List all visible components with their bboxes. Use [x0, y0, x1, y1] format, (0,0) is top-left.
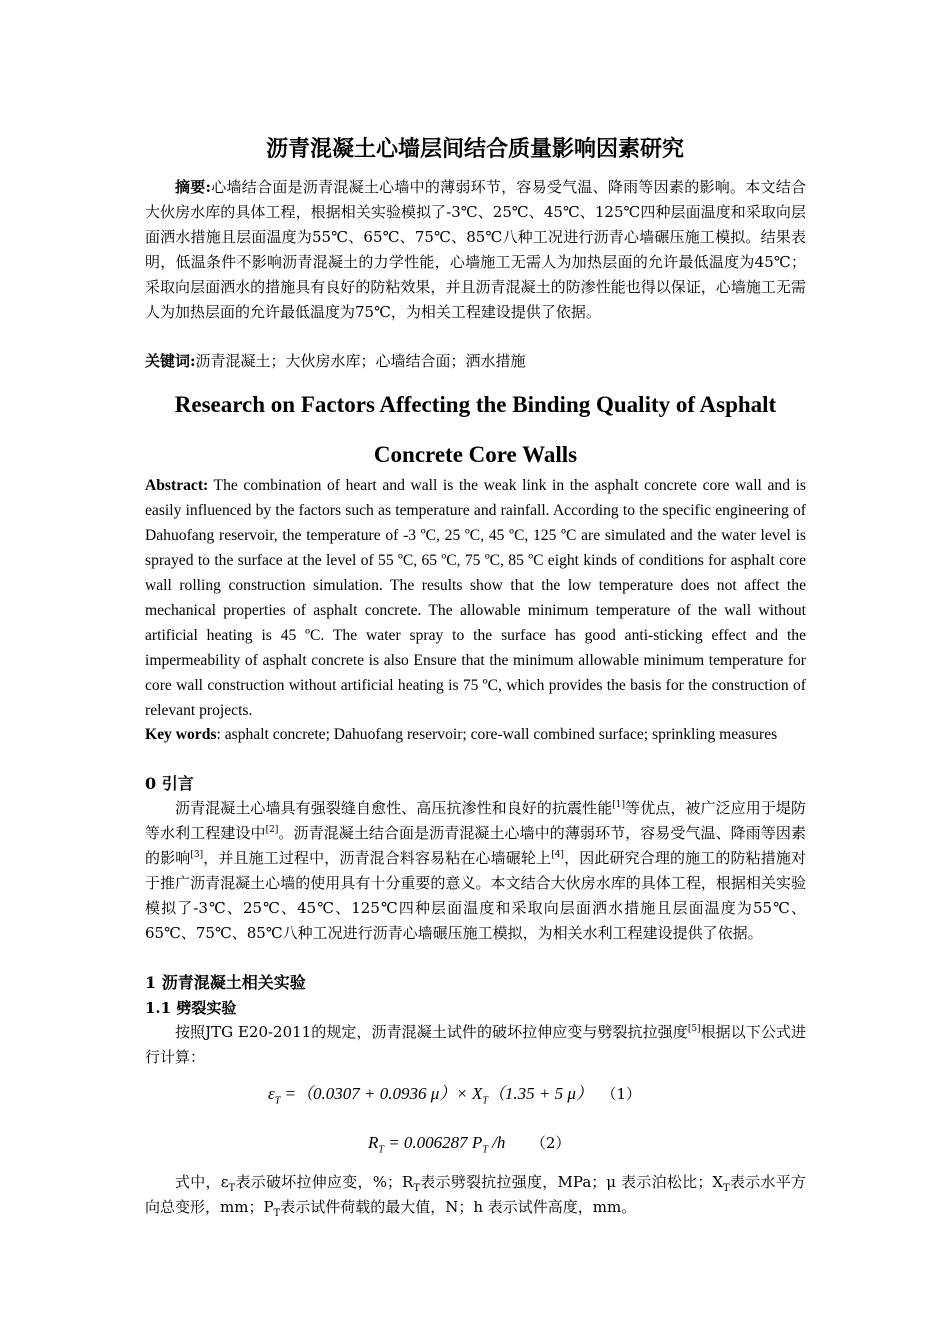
- section-0-heading: 0 引言: [145, 774, 194, 793]
- english-abstract-text: The combination of heart and wall is the weak link in the asphalt concrete core wall and is easily influenced by the factors such as temperature and rainfall. According to the specific engineering of Dahuofang reservoir, the temperature of -3 ºC, 25 ºC, 45 ºC, 125 ºC are simulated and the water level is sprayed to the surface at the level of 55 ºC, 65 ºC, 75 ºC, 85 ºC eight kinds of conditions for asphalt core wall rolling construction simulation. The results show that the low temperature does not affect the mechanical properties of asphalt concrete. The allowable minimum temperature of the wall without artificial heating is 45 ºC. The water spray to the surface has good anti-sticking effect and the impermeability of asphalt concrete is also Ensure that the minimum allowable minimum temperature for core wall construction without artificial heating is 75 ºC, which provides the basis for the construction of relevant projects.: [145, 477, 806, 719]
- chinese-abstract: [145, 175, 806, 325]
- formula-1-number: （1）: [601, 1085, 641, 1103]
- chinese-abstract-label: 摘要:: [175, 178, 212, 196]
- formula-1: $\varepsilon_T =(0.0307 + 0.0936$ $\mu)\times X_T(1.35 + 5$ μ） （1）: [268, 1084, 641, 1107]
- chinese-keywords-label: 关键词:: [145, 352, 196, 370]
- chinese-abstract-text: 心墙结合面是沥青混凝土心墙中的薄弱环节，容易受气温、降雨等因素的影响。本文结合大伙房水库的具体工程，根据相关实验模拟了-3℃、25℃、45℃、125℃四种层面温度和采取向层面洒水措施且层面温度为55℃、65℃、75℃、85℃八种工况进行沥青心墙碾压施工模拟。结果表明，低温条件不影响沥青混凝土的力学性能，心墙施工无需人为加热层面的允许最低温度为45℃；采取向层面洒水的措施具有良好的防粘效果，并且沥青混凝土的防渗性能也得以保证，心墙施工无需人为加热层面的允许最低温度为75℃，为相关工程建设提供了依据。: [145, 178, 806, 321]
- splitting-text-1: 按照JTG E20-2011的规定，沥青混凝土试件的破坏拉伸应变与劈裂抗拉强度: [175, 1023, 688, 1041]
- intro-text-4: ，并且施工过程中，沥青混合料容易粘在心墙碾轮上: [203, 849, 552, 867]
- variable-definitions-paragraph: 式中，$\varepsilon_T$表示破坏拉伸应变，%；$R_T$表示劈裂抗拉强度，MPa；μ 表示泊松比；$X_T$表示水平方向总变形，mm；$P_T$表示试件荷载的最大值，N；h 表示试件高度，mm。: [145, 1173, 806, 1219]
- intro-text-2: 等优点，被广泛应用于堤防等水利工程建设中: [145, 799, 806, 842]
- citation-5: [5]: [687, 1024, 701, 1034]
- chinese-keywords: [145, 349, 806, 373]
- citation-4: [4]: [551, 850, 564, 860]
- citation-2: [2]: [265, 825, 279, 835]
- english-keywords: [145, 722, 806, 747]
- intro-text-5: ，因此研究合理的施工的防粘措施对于推广沥青混凝土心墙的使用具有十分重要的意义。本文结合大伙房水库的具体工程，根据相关实验模拟了-3℃、25℃、45℃、125℃四种层面温度和采取向层面洒水措施且层面温度为55℃、65℃、75℃、85℃八种工况进行沥青心墙碾压施工模拟，为相关水利工程建设提供了依据。: [145, 849, 806, 942]
- intro-text-3: 。沥青混凝土结合面是沥青混凝土心墙中的薄弱环节，容易受气温、降雨等因素的影响: [145, 824, 806, 867]
- splitting-text-2: 根据以下公式进行计算：: [145, 1023, 806, 1066]
- english-abstract-label: Abstract:: [145, 477, 209, 494]
- english-abstract: [145, 473, 806, 723]
- formula-2: $R_T = 0.006287$ $P_T$ /h （2）: [368, 1133, 571, 1156]
- formula-2-number: （2）: [530, 1134, 571, 1152]
- section-1-1-heading: 1.1 劈裂实验: [145, 999, 237, 1017]
- chinese-keywords-text: 沥青混凝土；大伙房水库；心墙结合面；洒水措施: [195, 352, 526, 370]
- introduction-paragraph: [145, 796, 806, 946]
- section-1-heading: 1 沥青混凝土相关实验: [145, 973, 306, 992]
- english-keywords-label: Key words: [145, 726, 217, 743]
- citation-3: [3]: [190, 850, 204, 860]
- english-title: Research on Factors Affecting the Binding Quality of Asphalt Concrete Core Walls: [174, 392, 777, 467]
- splitting-test-paragraph: [145, 1020, 806, 1070]
- intro-text-1: 沥青混凝土心墙具有强裂缝自愈性、高压抗渗性和良好的抗震性能: [175, 799, 613, 817]
- citation-1: [1]: [612, 800, 626, 810]
- chinese-title: 沥青混凝土心墙层间结合质量影响因素研究: [265, 136, 684, 162]
- english-keywords-text: : asphalt concrete; Dahuofang reservoir; core-wall combined surface; sprinkling measures: [216, 726, 778, 743]
